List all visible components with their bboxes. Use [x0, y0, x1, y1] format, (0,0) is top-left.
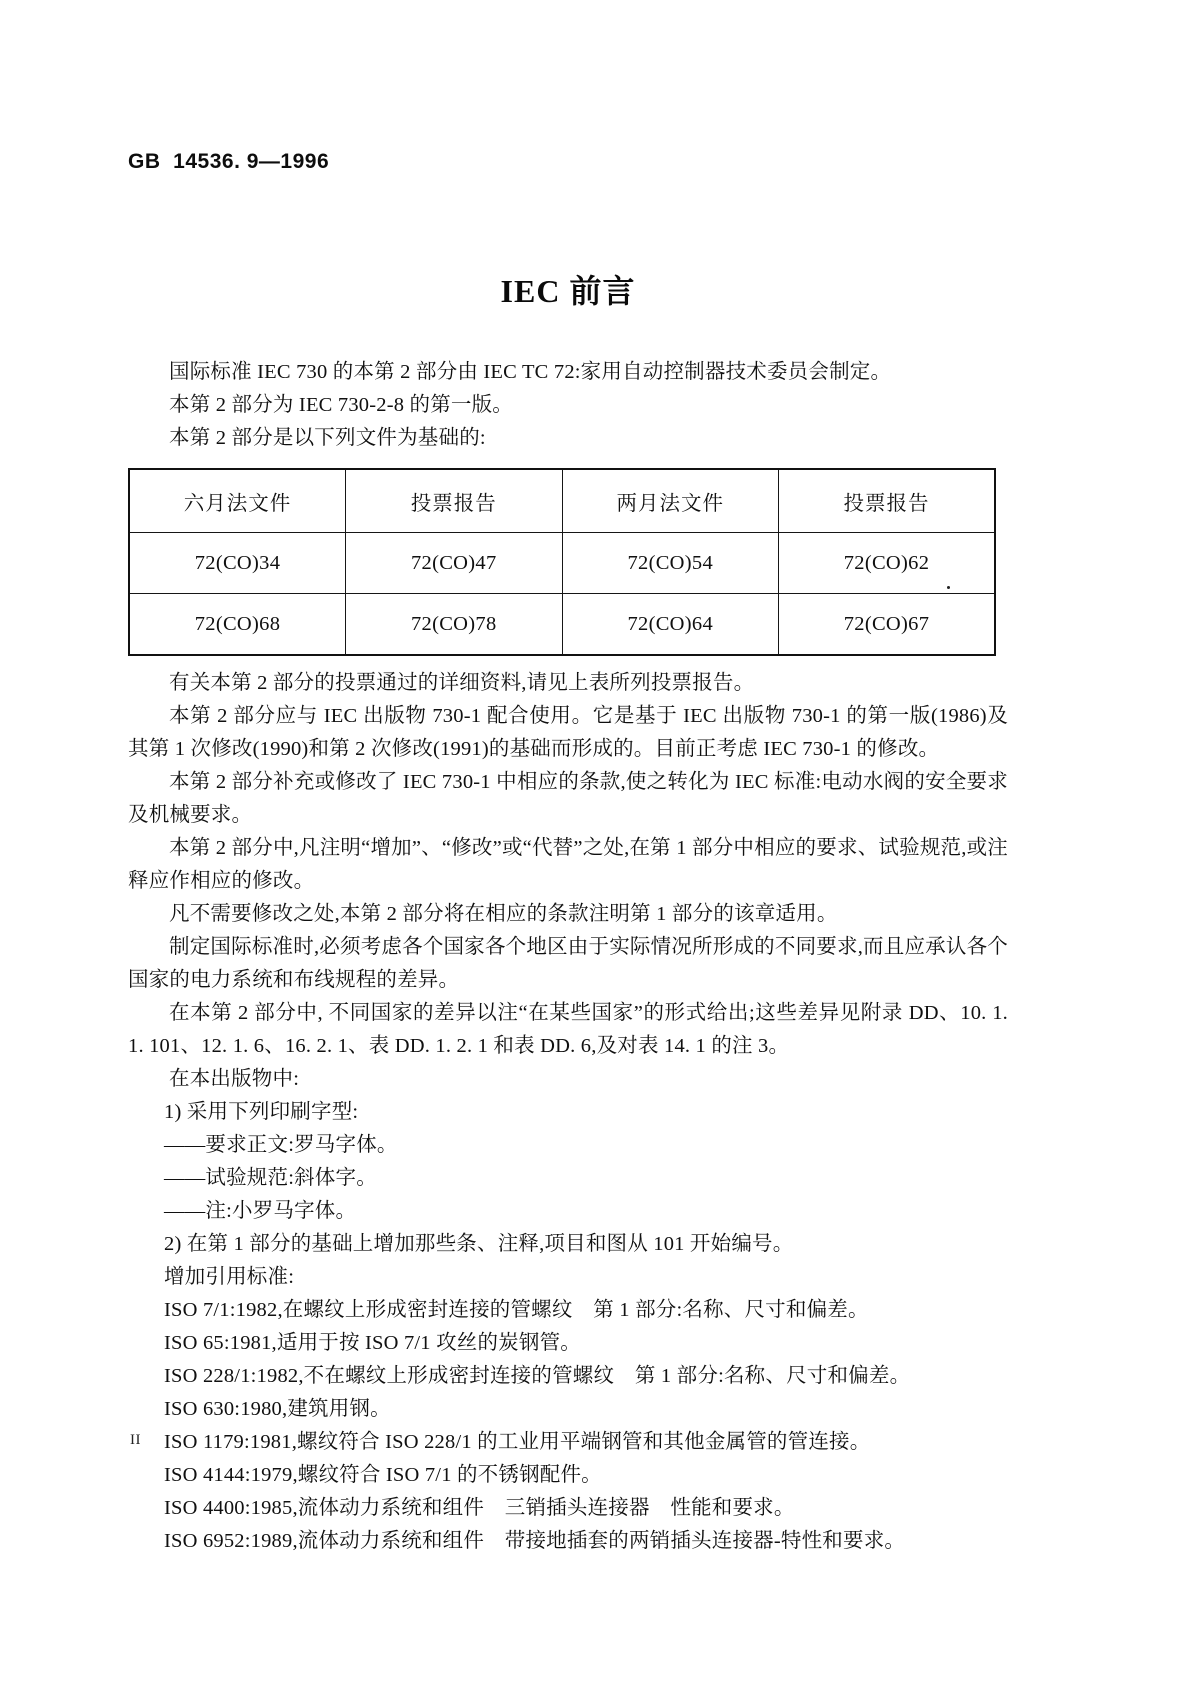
reference-item: ISO 65:1981,适用于按 ISO 7/1 攻丝的炭钢管。 [164, 1332, 581, 1354]
publication-dash-item: ——要求正文:罗马字体。 [164, 1134, 398, 1156]
table-header-cell: 投票报告 [346, 469, 563, 533]
publication-conventions-section [128, 1063, 1008, 1261]
table-header-cell: 六月法文件 [129, 469, 346, 533]
reference-item: ISO 6952:1989,流体动力系统和组件 带接地插套的两销插头连接器-特性和要求。 [164, 1530, 906, 1552]
table-cell: 72(CO)62 [779, 533, 996, 594]
table-header-cell: 投票报告 [779, 469, 996, 533]
intro-line-1: 国际标准 IEC 730 的本第 2 部分由 IEC TC 72:家用自动控制器技术委员会制定。 [169, 361, 892, 383]
paragraph: 有关本第 2 部分的投票通过的详细资料,请见上表所列投票报告。 [169, 672, 755, 694]
table-cell: 72(CO)78 [346, 594, 563, 656]
paragraph: 本第 2 部分补充或修改了 IEC 730-1 中相应的条款,使之转化为 IEC 标准:电动水阀的安全要求及机械要求。 [128, 771, 1008, 826]
publication-dash-item: ——注:小罗马字体。 [164, 1200, 357, 1222]
reference-item: ISO 7/1:1982,在螺纹上形成密封连接的管螺纹 第 1 部分:名称、尺寸和偏差。 [164, 1299, 869, 1321]
table-header-cell: 两月法文件 [562, 469, 779, 533]
paragraph: 凡不需要修改之处,本第 2 部分将在相应的条款注明第 1 部分的该章适用。 [169, 903, 838, 925]
intro-block [128, 356, 1008, 455]
table-cell: 72(CO)64 [562, 594, 779, 656]
print-speck [947, 586, 950, 589]
normative-references-section [128, 1261, 1008, 1558]
page-title: IEC 前言 [500, 273, 636, 309]
table-header-row [129, 469, 995, 533]
reference-item: ISO 1179:1981,螺纹符合 ISO 228/1 的工业用平端钢管和其他金属管的管连接。 [164, 1431, 871, 1453]
references-lead: 增加引用标准: [164, 1266, 295, 1288]
page-content [128, 150, 1008, 1558]
paragraph: 制定国际标准时,必须考虑各个国家各个地区由于实际情况所形成的不同要求,而且应承认各个国家的电力系统和布线规程的差异。 [128, 936, 1008, 991]
reference-item: ISO 228/1:1982,不在螺纹上形成密封连接的管螺纹 第 1 部分:名称、尺寸和偏差。 [164, 1365, 911, 1387]
table-row [129, 533, 995, 594]
basis-documents-table-wrapper [128, 468, 1008, 656]
publication-lead: 在本出版物中: [169, 1068, 300, 1090]
table-cell: 72(CO)54 [562, 533, 779, 594]
reference-item: ISO 4400:1985,流体动力系统和组件 三销插头连接器 性能和要求。 [164, 1497, 795, 1519]
paragraph: 在本第 2 部分中, 不同国家的差异以注“在某些国家”的形式给出;这些差异见附录 DD、10. 1. 1. 101、12. 1. 6、16. 2. 1、表 DD. 1. 2. 1 和表 DD. 6,及对表 14. 1 的注 3。 [128, 1002, 1008, 1057]
intro-line-3: 本第 2 部分是以下列文件为基础的: [169, 427, 486, 449]
table-cell: 72(CO)67 [779, 594, 996, 656]
table-cell: 72(CO)47 [346, 533, 563, 594]
reference-item: ISO 630:1980,建筑用钢。 [164, 1398, 391, 1420]
publication-dash-item: ——试验规范:斜体字。 [164, 1167, 377, 1189]
publication-item-1: 1) 采用下列印刷字型: [164, 1101, 359, 1123]
paragraph: 本第 2 部分应与 IEC 出版物 730-1 配合使用。它是基于 IEC 出版物 730-1 的第一版(1986)及其第 1 次修改(1990)和第 2 次修改(1991)的基础而形成的。目前正考虑 IEC 730-1 的修改。 [128, 705, 1008, 760]
table-cell: 72(CO)68 [129, 594, 346, 656]
intro-line-2: 本第 2 部分为 IEC 730-2-8 的第一版。 [169, 394, 513, 416]
table-cell: 72(CO)34 [129, 533, 346, 594]
standard-number-header: GB 14536. 9—1996 [128, 150, 330, 173]
page-number-footer: II [130, 1432, 141, 1448]
basis-documents-table [128, 468, 996, 656]
publication-item-2: 2) 在第 1 部分的基础上增加那些条、注释,项目和图从 101 开始编号。 [164, 1233, 794, 1255]
paragraph: 本第 2 部分中,凡注明“增加”、“修改”或“代替”之处,在第 1 部分中相应的要求、试验规范,或注释应作相应的修改。 [128, 837, 1008, 892]
body-paragraphs [128, 667, 1008, 1063]
table-row [129, 594, 995, 656]
reference-item: ISO 4144:1979,螺纹符合 ISO 7/1 的不锈钢配件。 [164, 1464, 602, 1486]
